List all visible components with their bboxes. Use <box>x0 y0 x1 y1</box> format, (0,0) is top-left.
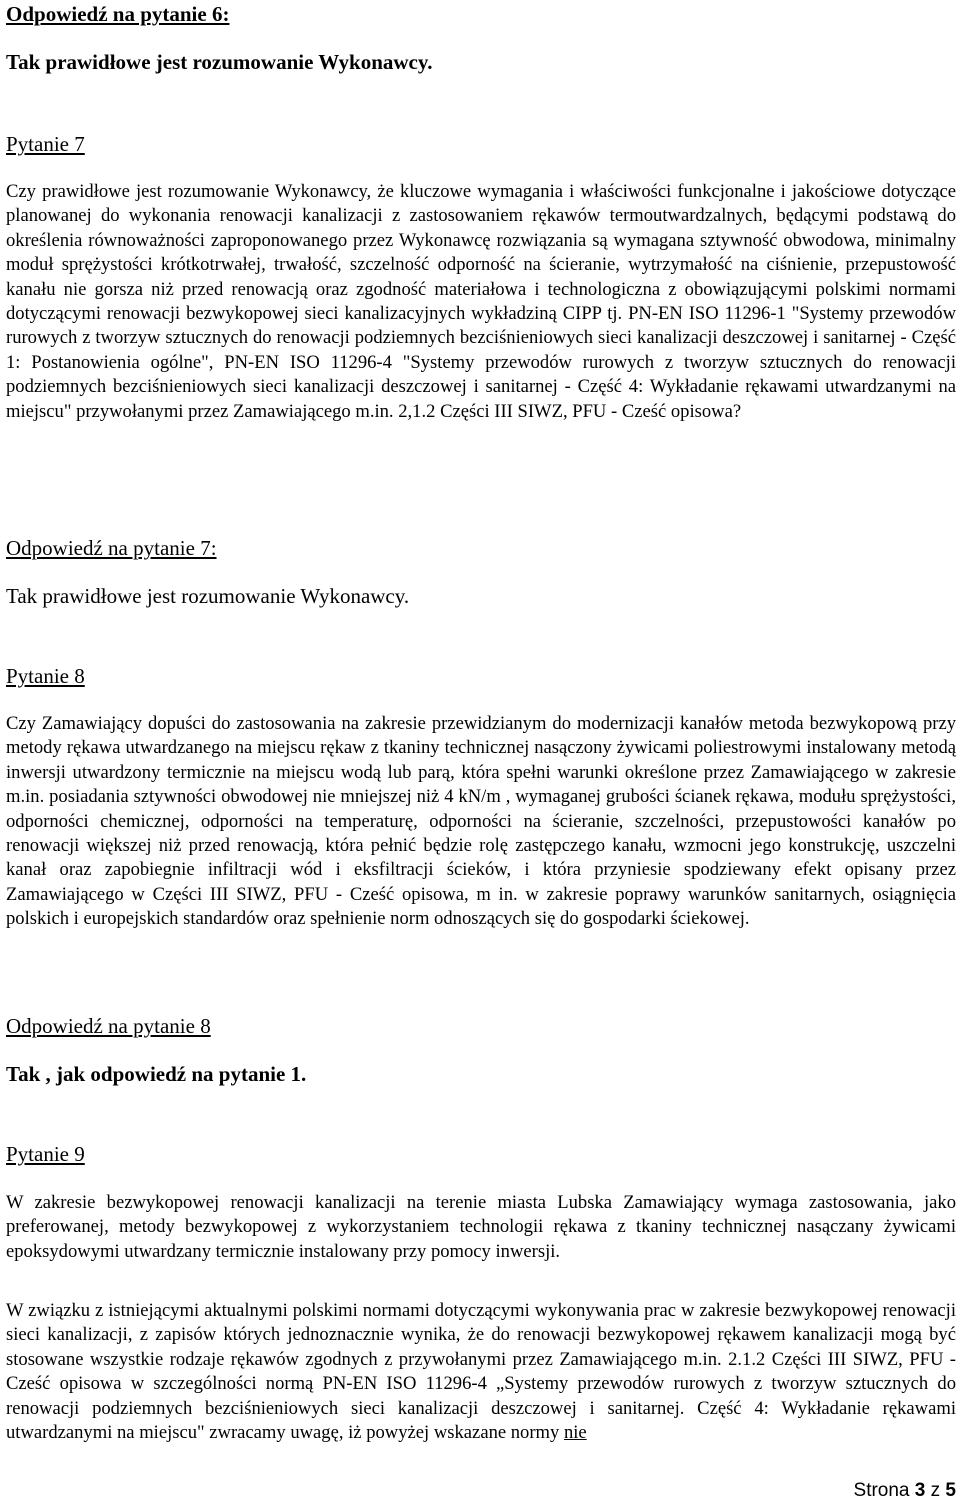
question-8-text: Czy Zamawiający dopuści do zastosowania na zakresie przewidzianym do modernizacji kanałów metoda bezwykopową przy metody rękawa utwardzanego na miejscu rękaw z tkaniny technicznej nasączony żywicami poliestrowymi instalowany metodą inwersji utwardzony termicznie na miejscu wodą lub parą, która spełni warunki określone przez Zamawiającego w zakresie m.in. posiadania sztywności obwodowej nie mniejszej niż 4 kN/m , wymaganej grubości ścianek rękawa, modułu sprężystości, odporności chemicznej, odporności na temperaturę, odporności na ścieranie, szczelności, przepustowości kanałów po renowacji większej niż przed renowacją, która pełnić będzie rolę zastępczego kanału, wzmocni jego konstrukcję, uszczelni kanał oraz zapobiegnie infiltracji wód i eksfiltracji ścieków, i która przyniesie spodziewany efekt opisany przez Zamawiającego w Części III SIWZ, PFU - Cześć opisowa, m in. w zakresie poprawy warunków sanitarnych, osiągnięcia polskich i europejskich standardów oraz spełnienie norm odnoszących się do gospodarki ściekowej. <box>6 713 956 930</box>
answer-6-heading: Odpowiedź na pytanie 6: <box>6 2 230 26</box>
answer-7-heading: Odpowiedź na pytanie 7: <box>6 536 217 560</box>
footer-label: Strona <box>853 1480 910 1501</box>
question-7-heading: Pytanie 7 <box>6 132 85 156</box>
answer-7-text: Tak prawidłowe jest rozumowanie Wykonawcy. <box>6 584 410 608</box>
footer-page-number: 3 <box>914 1480 926 1501</box>
question-9-paragraph-2-text: W związku z istniejącymi aktualnymi polskimi normami dotyczącymi wykonywania prac w zakresie bezwykopowej renowacji sieci kanalizacji, z zapisów których jednoznacznie wynika, że do renowacji bezwykopowej rękawem kanalizacji mogą być stosowane wszystkie rodzaje rękawów zgodnych z przywołanymi przez Zamawiającego m.in. 2.1.2 Części III SIWZ, PFU -Cześć opisowa w szczególności normą PN-EN ISO 11296-4 „Systemy przewodów rurowych z tworzyw sztucznych do renowacji podziemnych bezciśnieniowych sieci kanalizacji deszczowej i sanitarnej. Część 4: Wykładanie rękawami utwardzanymi na miejscu" zwracamy uwagę, iż powyżej wskazane normy <box>6 1300 956 1444</box>
footer-of: z <box>930 1480 941 1501</box>
page-footer <box>854 1480 956 1502</box>
underlined-word: nie <box>563 1422 587 1444</box>
question-9-paragraph-1: W zakresie bezwykopowej renowacji kanalizacji na terenie miasta Lubska Zamawiający wymaga zastosowania, jako preferowanej, metody bezwykopowej z wykorzystaniem technologii rękawa z tkaniny technicznej nasączany żywicami epoksydowymi utwardzany termicznie instalowany przy pomocy inwersji. <box>6 1192 956 1262</box>
answer-8-text: Tak , jak odpowiedź na pytanie 1. <box>6 1062 307 1086</box>
answer-6-text: Tak prawidłowe jest rozumowanie Wykonawcy. <box>6 50 433 74</box>
question-9-heading: Pytanie 9 <box>6 1142 85 1166</box>
question-8-heading: Pytanie 8 <box>6 664 85 688</box>
answer-8-heading: Odpowiedź na pytanie 8 <box>6 1014 211 1038</box>
question-9-paragraph-2 <box>6 1299 956 1445</box>
question-7-text: Czy prawidłowe jest rozumowanie Wykonawcy, że kluczowe wymagania i właściwości funkcjonalne i jakościowe dotyczące planowanej do wykonania renowacji kanalizacji z zastosowaniem rękawów termoutwardzalnych, będącymi podstawą do określenia równoważności zaproponowanego przez Wykonawcę rozwiązania są wymagana sztywność obwodowa, minimalny moduł sprężystości krótkotrwałej, trwałość, szczelność odporność na ścieranie, wytrzymałość na ciśnienie, przepustowość kanału nie gorsza niż przed renowacją oraz zgodność materiałowa i technologiczna z obowiązującymi polskimi normami dotyczącymi renowacji bezwykopowej sieci kanalizacyjnych wykładziną CIPP tj. PN-EN ISO 11296-1 "Systemy przewodów rurowych z tworzyw sztucznych do renowacji podziemnych bezciśnieniowych sieci kanalizacji deszczowej i sanitarnej - Część 1: Postanowienia ogólne", PN-EN ISO 11296-4 "Systemy przewodów rurowych z tworzyw sztucznych do renowacji podziemnych bezciśnieniowych sieci kanalizacji deszczowej i sanitarnej - Część 4: Wykładanie rękawami utwardzanymi na miejscu" przywołanymi przez Zamawiającego m.in. 2,1.2 Części III SIWZ, PFU - Cześć opisowa? <box>6 181 956 422</box>
footer-total-pages: 5 <box>945 1480 956 1501</box>
